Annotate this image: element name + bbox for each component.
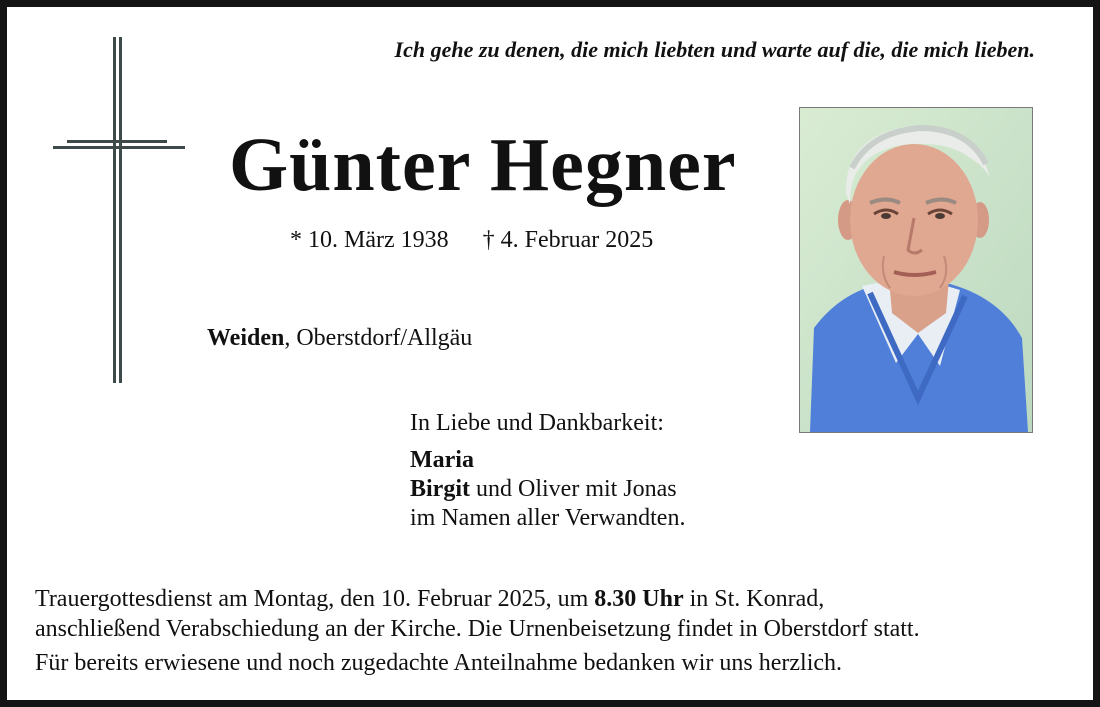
service-line-1b: in St. Konrad,	[683, 586, 825, 612]
mourner-line-2	[410, 475, 685, 504]
residence	[207, 325, 472, 352]
residence-main: Weiden	[207, 325, 285, 351]
mourner-line-1	[410, 446, 685, 475]
service-line-1	[35, 584, 920, 614]
service-time: 8.30 Uhr	[594, 586, 684, 612]
portrait-photo	[799, 107, 1033, 433]
mourner-line-2-rest: und Oliver mit Jonas	[470, 476, 677, 502]
deceased-name: Günter Hegner	[229, 123, 737, 207]
service-line-1a: Trauergottesdienst am Montag, den 10. Februar 2025, um	[35, 586, 595, 612]
birth-date: * 10. März 1938	[290, 227, 449, 253]
cross-icon	[53, 37, 185, 387]
mourners-block	[410, 409, 685, 533]
motto-quote: Ich gehe zu denen, die mich liebten und warte auf die, die mich lieben.	[394, 37, 1035, 62]
residence-rest: , Oberstdorf/Allgäu	[284, 325, 473, 351]
mourner-birgit: Birgit	[410, 476, 470, 502]
mourner-maria: Maria	[410, 447, 474, 473]
mourners-lead: In Liebe und Dankbarkeit:	[410, 410, 664, 436]
life-dates	[290, 227, 653, 254]
mourner-line-3: im Namen aller Verwandten.	[410, 505, 686, 531]
death-date: † 4. Februar 2025	[482, 227, 654, 253]
service-line-2: anschließend Verabschiedung an der Kirche. Die Urnenbeisetzung findet in Oberstdorf statt.	[35, 616, 920, 642]
service-info	[35, 584, 920, 678]
thanks-line: Für bereits erwiesene und noch zugedachte Anteilnahme bedanken wir uns herzlich.	[35, 650, 843, 676]
portrait-illustration	[800, 108, 1032, 432]
